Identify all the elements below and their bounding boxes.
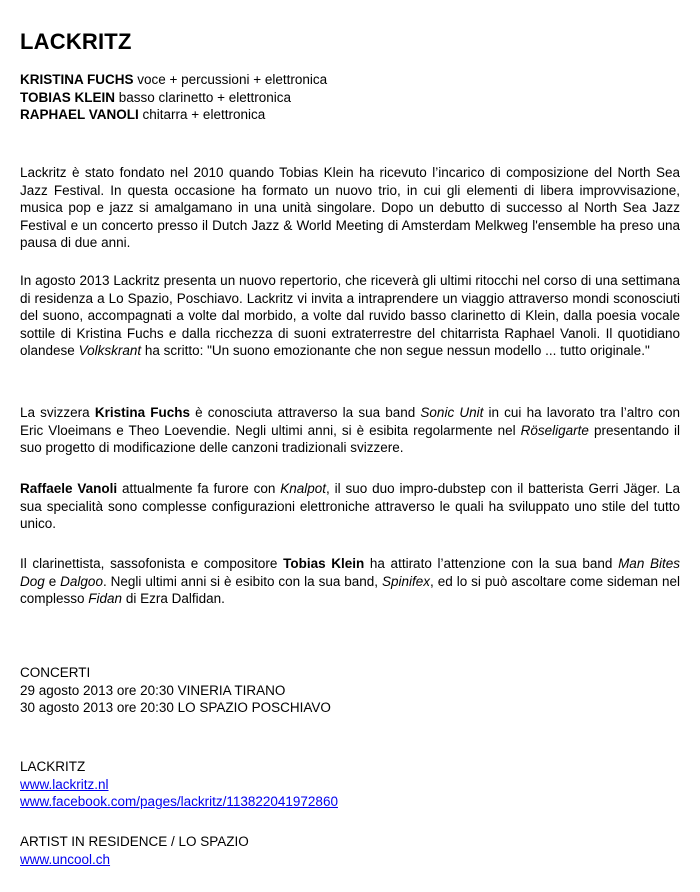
band-name: Spinifex [382,573,431,589]
text-span: In agosto 2013 Lackritz presenta un nuovo repertorio, che riceverà gli ultimi ritocchi nel corso di una settimana di residenza a Lo Spazio, Poschiavo. Lackritz vi invita a intraprendere un viaggio attraverso mondi sconosciuti del suono, accompagnati a volte dal morbido, a volte dal ruvido basso clarinetto di Klein, dalla poesia vocale sottile di Kristina Fuchs e dalla ricchezza di suoni extraterrestre del chitarrista Raphael Vanoli. Il quotidiano olandese [20,273,680,358]
member-role: basso clarinetto + elettronica [118,89,292,105]
paragraph-text [20,404,680,457]
lackritz-links [20,758,680,811]
text-span: , il suo duo impro-dubstep con il batterista Gerri Jäger. La sua specialità sono complesse configurazioni elettroniche attraverso le quali ha sviluppato uno stile del tutto unico. [20,481,680,531]
paragraph-text [20,272,680,360]
newspaper-name: Volkskrant [78,343,142,358]
artist-name: Kristina Fuchs [94,405,190,420]
text-span: , ed lo si può ascoltare come sideman nel complesso [20,573,680,606]
page-title: LACKRITZ [20,29,132,54]
paragraph-text [20,555,680,608]
member-name: KRISTINA FUCHS [20,72,134,87]
member-list [20,71,680,124]
text-span: in cui ha lavorato tra l’altro con Eric Vloeimans e Theo Loevendie. Negli ultimi anni, si è esibita regolarmente nel [20,405,680,438]
links-heading: LACKRITZ [20,759,86,774]
text-span: e [44,573,61,589]
member-line [20,71,680,89]
venue-name: Röseligarte [520,422,589,438]
member-name: TOBIAS KLEIN [20,89,116,105]
member-name: RAPHAEL VANOLI [20,107,139,122]
artist-name: Tobias Klein [283,556,365,571]
concert-date: 30 agosto 2013 ore 20:30 LO SPAZIO POSCHIAVO [20,700,331,715]
band-name: Sonic Unit [420,405,484,420]
text-span: . Negli ultimi anni si è esibito con la sua band, [102,573,383,589]
artist-name: Raffaele Vanoli [20,481,118,496]
paragraph-intro [20,164,680,252]
paragraph-text [20,480,680,533]
residence-links [20,833,680,868]
text-span: è conosciuta attraverso la sua band [190,405,421,420]
band-name: Man Bites Dog [20,556,680,589]
text-span: ha scritto: "Un suono emozionante che non segue nessun modello ... tutto originale." [141,343,650,358]
concerts-section [20,664,680,717]
band-name: Fidan [88,591,123,606]
header [20,29,680,55]
project-name: Knalpot [280,481,327,496]
website-link[interactable]: www.lackritz.nl [20,776,109,792]
concerts-heading: CONCERTI [20,665,91,680]
facebook-link[interactable]: www.facebook.com/pages/lackritz/113822041972860 [20,794,338,809]
text-span: Il clarinettista, sassofonista e compositore [20,556,284,571]
paragraph-tobias [20,555,680,608]
member-role: voce + percussioni + elettronica [137,72,328,87]
member-role: chitarra + elettronica [142,107,266,122]
member-line [20,89,680,107]
text-span: presentando il suo progetto di modificazione delle canzoni tradizionali svizzere. [20,422,680,455]
text-span: ha attirato l’attenzione con la sua band [364,556,619,571]
residence-link[interactable]: www.uncool.ch [20,851,111,867]
concert-date: 29 agosto 2013 ore 20:30 VINERIA TIRANO [20,682,286,698]
paragraph-text: Lackritz è stato fondato nel 2010 quando Tobias Klein ha ricevuto l’incarico di composizione del North Sea Jazz Festival. In questa occasione ha formato un nuovo trio, in cui gli elementi di libera improvvisazione, musica pop e jazz si amalgamano in una unità singolare. Dopo un debutto di successo al North Sea Jazz Festival e un concerto presso il Dutch Jazz & World Meeting di Amsterdam Melkweg l'ensemble ha preso una pausa di due anni. [20,165,680,250]
paragraph-kristina [20,404,680,457]
text-span: attualmente fa furore con [117,481,281,496]
band-name: Dalgoo [60,573,103,589]
text-span: La svizzera [20,405,95,420]
paragraph-raffaele [20,480,680,533]
member-line [20,106,680,124]
paragraph-repertoire [20,272,680,360]
links-heading: ARTIST IN RESIDENCE / LO SPAZIO [20,834,249,849]
text-span: di Ezra Dalfidan. [122,591,225,606]
